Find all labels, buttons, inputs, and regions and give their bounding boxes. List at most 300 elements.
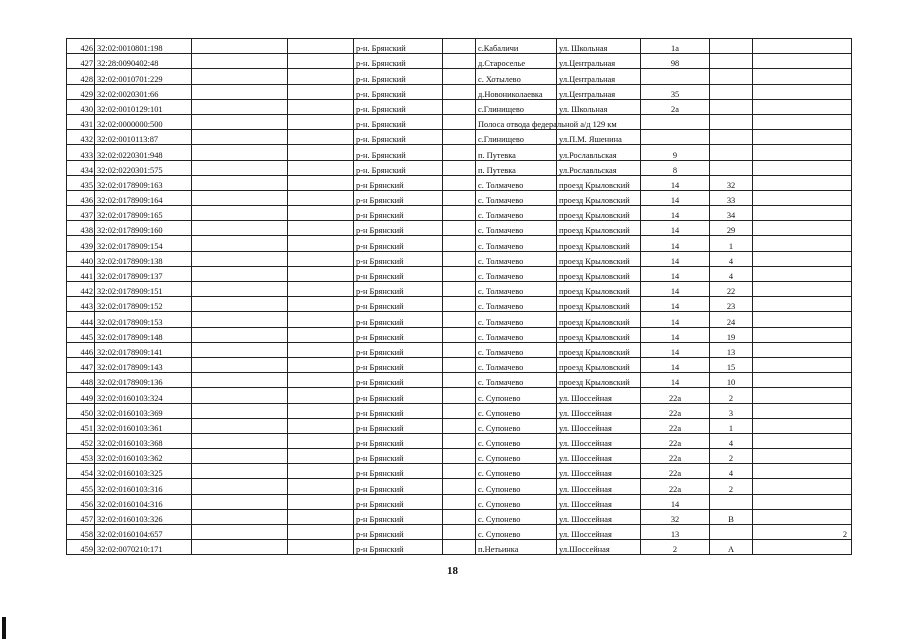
empty-col-c-cell <box>443 206 476 221</box>
empty-col-a-cell <box>192 509 288 524</box>
table-row <box>67 525 852 540</box>
cadastral-number-cell: 32:02:0160104:657 <box>95 525 192 540</box>
unit-number-cell: 1 <box>710 418 753 433</box>
empty-col-a-cell <box>192 388 288 403</box>
empty-col-b-cell <box>288 312 354 327</box>
street-cell: ул.Центральная <box>557 54 641 69</box>
empty-col-a-cell <box>192 160 288 175</box>
empty-col-a-cell <box>192 312 288 327</box>
extra-value-cell <box>753 494 852 509</box>
extra-value-cell <box>753 145 852 160</box>
house-number-cell: 14 <box>641 221 710 236</box>
row-number-cell: 452 <box>67 433 95 448</box>
settlement-cell: с. Хотылево <box>476 69 557 84</box>
street-cell: проезд Крыловский <box>557 312 641 327</box>
empty-col-a-cell <box>192 130 288 145</box>
house-number-cell: 22а <box>641 433 710 448</box>
unit-number-cell <box>710 99 753 114</box>
cadastral-number-cell: 32:02:0178909:165 <box>95 206 192 221</box>
empty-col-b-cell <box>288 494 354 509</box>
house-number-cell: 14 <box>641 251 710 266</box>
row-number-cell: 458 <box>67 525 95 540</box>
empty-col-c-cell <box>443 403 476 418</box>
cadastral-number-cell: 32:02:0010801:198 <box>95 39 192 54</box>
street-cell: ул. Школьная <box>557 99 641 114</box>
extra-value-cell <box>753 114 852 129</box>
row-number-cell: 453 <box>67 449 95 464</box>
settlement-cell: с. Супонево <box>476 433 557 448</box>
margin-mark <box>2 617 6 639</box>
cadastral-number-cell: 32:02:0178909:148 <box>95 327 192 342</box>
district-cell: р-н Брянский <box>354 206 443 221</box>
empty-col-a-cell <box>192 297 288 312</box>
street-cell: проезд Крыловский <box>557 373 641 388</box>
unit-number-cell <box>710 494 753 509</box>
empty-col-b-cell <box>288 509 354 524</box>
table-row <box>67 418 852 433</box>
unit-number-cell: 32 <box>710 175 753 190</box>
cadastral-number-cell: 32:02:0178909:151 <box>95 282 192 297</box>
house-number-cell: 32 <box>641 509 710 524</box>
empty-col-c-cell <box>443 282 476 297</box>
empty-col-b-cell <box>288 433 354 448</box>
street-cell: проезд Крыловский <box>557 190 641 205</box>
street-cell: проезд Крыловский <box>557 221 641 236</box>
house-number-cell: 98 <box>641 54 710 69</box>
settlement-cell: с. Супонево <box>476 464 557 479</box>
district-cell: р-н. Брянский <box>354 99 443 114</box>
settlement-cell: с. Толмачево <box>476 190 557 205</box>
empty-col-a-cell <box>192 84 288 99</box>
extra-value-cell <box>753 206 852 221</box>
extra-value-cell <box>753 282 852 297</box>
district-cell: р-н Брянский <box>354 433 443 448</box>
extra-value-cell <box>753 84 852 99</box>
table-row <box>67 433 852 448</box>
table-row <box>67 160 852 175</box>
settlement-cell: с. Толмачево <box>476 266 557 281</box>
row-number-cell: 451 <box>67 418 95 433</box>
extra-value-cell <box>753 449 852 464</box>
row-number-cell: 443 <box>67 297 95 312</box>
unit-number-cell: 4 <box>710 433 753 448</box>
extra-value-cell <box>753 373 852 388</box>
street-cell: проезд Крыловский <box>557 236 641 251</box>
empty-col-a-cell <box>192 175 288 190</box>
table-row <box>67 357 852 372</box>
empty-col-a-cell <box>192 327 288 342</box>
empty-col-b-cell <box>288 449 354 464</box>
house-number-cell: 2 <box>641 540 710 555</box>
empty-col-b-cell <box>288 479 354 494</box>
empty-col-c-cell <box>443 388 476 403</box>
empty-col-a-cell <box>192 206 288 221</box>
cadastral-number-cell: 32:02:0178909:163 <box>95 175 192 190</box>
empty-col-c-cell <box>443 160 476 175</box>
empty-col-c-cell <box>443 99 476 114</box>
street-cell: проезд Крыловский <box>557 251 641 266</box>
unit-number-cell <box>710 84 753 99</box>
district-cell: р-н Брянский <box>354 373 443 388</box>
settlement-cell: с. Толмачево <box>476 175 557 190</box>
street-cell: ул. Шоссейная <box>557 509 641 524</box>
table-row <box>67 251 852 266</box>
cadastral-number-cell: 32:02:0220301:948 <box>95 145 192 160</box>
unit-number-cell: 2 <box>710 449 753 464</box>
unit-number-cell <box>710 114 753 129</box>
extra-value-cell <box>753 479 852 494</box>
empty-col-b-cell <box>288 266 354 281</box>
empty-col-c-cell <box>443 540 476 555</box>
row-number-cell: 445 <box>67 327 95 342</box>
empty-col-a-cell <box>192 99 288 114</box>
empty-col-b-cell <box>288 145 354 160</box>
table-row <box>67 39 852 54</box>
street-cell: ул.Центральная <box>557 69 641 84</box>
district-cell: р-н Брянский <box>354 540 443 555</box>
street-cell: ул. Шоссейная <box>557 525 641 540</box>
extra-value-cell <box>753 130 852 145</box>
street-cell: проезд Крыловский <box>557 297 641 312</box>
table-row <box>67 175 852 190</box>
house-number-cell: 14 <box>641 236 710 251</box>
house-number-cell: 14 <box>641 357 710 372</box>
settlement-cell: с. Супонево <box>476 509 557 524</box>
cadastral-number-cell: 32:02:0178909:153 <box>95 312 192 327</box>
unit-number-cell: 10 <box>710 373 753 388</box>
extra-value-cell <box>753 266 852 281</box>
empty-col-a-cell <box>192 540 288 555</box>
settlement-cell: д.Новониколаевка <box>476 84 557 99</box>
page-number: 18 <box>447 565 458 577</box>
empty-col-b-cell <box>288 99 354 114</box>
extra-value-cell <box>753 160 852 175</box>
empty-col-c-cell <box>443 54 476 69</box>
street-cell: проезд Крыловский <box>557 206 641 221</box>
empty-col-b-cell <box>288 342 354 357</box>
settlement-cell: с. Толмачево <box>476 251 557 266</box>
table-row <box>67 509 852 524</box>
district-cell: р-н Брянский <box>354 509 443 524</box>
settlement-cell: с. Толмачево <box>476 312 557 327</box>
empty-col-a-cell <box>192 342 288 357</box>
empty-col-b-cell <box>288 39 354 54</box>
empty-col-c-cell <box>443 236 476 251</box>
house-number-cell <box>641 114 710 129</box>
empty-col-a-cell <box>192 525 288 540</box>
table-row <box>67 221 852 236</box>
table-row <box>67 145 852 160</box>
house-number-cell: 14 <box>641 266 710 281</box>
empty-col-c-cell <box>443 251 476 266</box>
district-cell: р-н Брянский <box>354 418 443 433</box>
empty-col-b-cell <box>288 418 354 433</box>
empty-col-b-cell <box>288 327 354 342</box>
empty-col-c-cell <box>443 342 476 357</box>
extra-value-cell <box>753 175 852 190</box>
empty-col-c-cell <box>443 509 476 524</box>
district-cell: р-н Брянский <box>354 175 443 190</box>
street-cell: ул. Шоссейная <box>557 449 641 464</box>
empty-col-c-cell <box>443 312 476 327</box>
row-number-cell: 455 <box>67 479 95 494</box>
settlement-cell: с. Супонево <box>476 525 557 540</box>
unit-number-cell: 2 <box>710 479 753 494</box>
district-cell: р-н Брянский <box>354 525 443 540</box>
settlement-cell: с. Толмачево <box>476 206 557 221</box>
empty-col-c-cell <box>443 84 476 99</box>
empty-col-c-cell <box>443 433 476 448</box>
extra-value-cell <box>753 69 852 84</box>
settlement-cell: с. Толмачево <box>476 221 557 236</box>
house-number-cell: 22а <box>641 449 710 464</box>
row-number-cell: 442 <box>67 282 95 297</box>
row-number-cell: 426 <box>67 39 95 54</box>
row-number-cell: 432 <box>67 130 95 145</box>
empty-col-c-cell <box>443 145 476 160</box>
row-number-cell: 431 <box>67 114 95 129</box>
table-row <box>67 449 852 464</box>
street-cell: проезд Крыловский <box>557 327 641 342</box>
settlement-cell: с. Толмачево <box>476 327 557 342</box>
empty-col-b-cell <box>288 190 354 205</box>
empty-col-b-cell <box>288 175 354 190</box>
house-number-cell: 14 <box>641 342 710 357</box>
district-cell: р-н Брянский <box>354 327 443 342</box>
extra-value-cell <box>753 190 852 205</box>
empty-col-b-cell <box>288 297 354 312</box>
cadastral-number-cell: 32:02:0020301:66 <box>95 84 192 99</box>
district-cell: р-н Брянский <box>354 342 443 357</box>
settlement-cell: с. Толмачево <box>476 297 557 312</box>
house-number-cell: 14 <box>641 297 710 312</box>
empty-col-c-cell <box>443 266 476 281</box>
unit-number-cell: А <box>710 540 753 555</box>
row-number-cell: 439 <box>67 236 95 251</box>
house-number-cell: 22а <box>641 388 710 403</box>
street-cell: проезд Крыловский <box>557 282 641 297</box>
row-number-cell: 428 <box>67 69 95 84</box>
table-row <box>67 84 852 99</box>
cadastral-number-cell: 32:02:0160103:361 <box>95 418 192 433</box>
unit-number-cell: 4 <box>710 251 753 266</box>
district-cell: р-н Брянский <box>354 449 443 464</box>
extra-value-cell <box>753 403 852 418</box>
table-row <box>67 388 852 403</box>
empty-col-a-cell <box>192 449 288 464</box>
settlement-cell: с.Глинищево <box>476 99 557 114</box>
house-number-cell: 14 <box>641 312 710 327</box>
district-cell: р-н. Брянский <box>354 145 443 160</box>
empty-col-b-cell <box>288 160 354 175</box>
street-cell: ул. Шоссейная <box>557 479 641 494</box>
table-row <box>67 99 852 114</box>
cadastral-number-cell: 32:02:0178909:143 <box>95 357 192 372</box>
cadastral-number-cell: 32:02:0178909:154 <box>95 236 192 251</box>
district-cell: р-н Брянский <box>354 388 443 403</box>
empty-col-b-cell <box>288 388 354 403</box>
settlement-cell: Полоса отвода федеральной а/д 129 км <box>476 114 557 129</box>
row-number-cell: 440 <box>67 251 95 266</box>
empty-col-c-cell <box>443 39 476 54</box>
unit-number-cell: 22 <box>710 282 753 297</box>
street-cell: ул.Рославльская <box>557 160 641 175</box>
empty-col-c-cell <box>443 327 476 342</box>
table-row <box>67 206 852 221</box>
empty-col-a-cell <box>192 418 288 433</box>
empty-col-b-cell <box>288 251 354 266</box>
empty-col-a-cell <box>192 145 288 160</box>
empty-col-a-cell <box>192 114 288 129</box>
empty-col-c-cell <box>443 479 476 494</box>
extra-value-cell <box>753 251 852 266</box>
street-cell: ул.П.М. Яшенина <box>557 130 641 145</box>
cadastral-number-cell: 32:02:0178909:136 <box>95 373 192 388</box>
empty-col-a-cell <box>192 494 288 509</box>
empty-col-c-cell <box>443 464 476 479</box>
row-number-cell: 437 <box>67 206 95 221</box>
unit-number-cell <box>710 130 753 145</box>
district-cell: р-н Брянский <box>354 312 443 327</box>
row-number-cell: 459 <box>67 540 95 555</box>
row-number-cell: 450 <box>67 403 95 418</box>
district-cell: р-н Брянский <box>354 236 443 251</box>
empty-col-b-cell <box>288 373 354 388</box>
empty-col-a-cell <box>192 236 288 251</box>
unit-number-cell <box>710 39 753 54</box>
row-number-cell: 446 <box>67 342 95 357</box>
settlement-cell: с.Глинищево <box>476 130 557 145</box>
cadastral-number-cell: 32:02:0178909:138 <box>95 251 192 266</box>
district-cell: р-н. Брянский <box>354 39 443 54</box>
cadastral-number-cell: 32:02:0178909:164 <box>95 190 192 205</box>
row-number-cell: 444 <box>67 312 95 327</box>
row-number-cell: 441 <box>67 266 95 281</box>
district-cell: р-н. Брянский <box>354 84 443 99</box>
row-number-cell: 438 <box>67 221 95 236</box>
empty-col-a-cell <box>192 190 288 205</box>
table-row <box>67 494 852 509</box>
row-number-cell: 449 <box>67 388 95 403</box>
house-number-cell: 22а <box>641 479 710 494</box>
house-number-cell: 14 <box>641 494 710 509</box>
district-cell: р-н Брянский <box>354 297 443 312</box>
extra-value-cell <box>753 312 852 327</box>
empty-col-c-cell <box>443 114 476 129</box>
empty-col-a-cell <box>192 221 288 236</box>
street-cell: ул. Шоссейная <box>557 418 641 433</box>
property-register-table <box>66 38 852 555</box>
empty-col-a-cell <box>192 266 288 281</box>
cadastral-number-cell: 32:02:0160103:324 <box>95 388 192 403</box>
cadastral-number-cell: 32:02:0160103:316 <box>95 479 192 494</box>
extra-value-cell <box>753 540 852 555</box>
district-cell: р-н Брянский <box>354 266 443 281</box>
empty-col-c-cell <box>443 221 476 236</box>
extra-value-cell <box>753 327 852 342</box>
table-row <box>67 327 852 342</box>
unit-number-cell <box>710 54 753 69</box>
house-number-cell <box>641 130 710 145</box>
table-row <box>67 54 852 69</box>
empty-col-a-cell <box>192 39 288 54</box>
unit-number-cell <box>710 525 753 540</box>
street-cell: проезд Крыловский <box>557 175 641 190</box>
district-cell: р-н Брянский <box>354 357 443 372</box>
row-number-cell: 434 <box>67 160 95 175</box>
cadastral-number-cell: 32:28:0090402:48 <box>95 54 192 69</box>
empty-col-c-cell <box>443 297 476 312</box>
empty-col-a-cell <box>192 373 288 388</box>
unit-number-cell: 2 <box>710 388 753 403</box>
house-number-cell: 8 <box>641 160 710 175</box>
empty-col-a-cell <box>192 282 288 297</box>
empty-col-b-cell <box>288 54 354 69</box>
cadastral-number-cell: 32:02:0070210:171 <box>95 540 192 555</box>
house-number-cell: 2а <box>641 99 710 114</box>
settlement-cell: с. Толмачево <box>476 342 557 357</box>
extra-value-cell <box>753 464 852 479</box>
street-cell: ул. Шоссейная <box>557 388 641 403</box>
extra-value-cell <box>753 342 852 357</box>
empty-col-b-cell <box>288 282 354 297</box>
cadastral-number-cell: 32:02:0160103:325 <box>95 464 192 479</box>
row-number-cell: 435 <box>67 175 95 190</box>
extra-value-cell <box>753 418 852 433</box>
house-number-cell <box>641 69 710 84</box>
empty-col-b-cell <box>288 130 354 145</box>
settlement-cell: с. Супонево <box>476 403 557 418</box>
cadastral-number-cell: 32:02:0178909:160 <box>95 221 192 236</box>
extra-value-cell <box>753 433 852 448</box>
street-cell: ул. Шоссейная <box>557 464 641 479</box>
empty-col-c-cell <box>443 373 476 388</box>
row-number-cell: 454 <box>67 464 95 479</box>
row-number-cell: 456 <box>67 494 95 509</box>
empty-col-c-cell <box>443 418 476 433</box>
unit-number-cell: 4 <box>710 464 753 479</box>
unit-number-cell: 29 <box>710 221 753 236</box>
cadastral-number-cell: 32:02:0160103:362 <box>95 449 192 464</box>
table-row <box>67 130 852 145</box>
settlement-cell: п. Путевка <box>476 160 557 175</box>
empty-col-a-cell <box>192 403 288 418</box>
house-number-cell: 14 <box>641 373 710 388</box>
table-row <box>67 236 852 251</box>
cadastral-number-cell: 32:02:0178909:137 <box>95 266 192 281</box>
district-cell: р-н Брянский <box>354 494 443 509</box>
settlement-cell: с. Супонево <box>476 449 557 464</box>
settlement-cell: с. Супонево <box>476 388 557 403</box>
row-number-cell: 448 <box>67 373 95 388</box>
table-row <box>67 297 852 312</box>
extra-value-cell <box>753 509 852 524</box>
cadastral-number-cell: 32:02:0160103:368 <box>95 433 192 448</box>
table-row <box>67 190 852 205</box>
table-row <box>67 479 852 494</box>
district-cell: р-н Брянский <box>354 221 443 236</box>
extra-value-cell <box>753 221 852 236</box>
empty-col-a-cell <box>192 251 288 266</box>
row-number-cell: 430 <box>67 99 95 114</box>
house-number-cell: 35 <box>641 84 710 99</box>
settlement-cell: с. Супонево <box>476 479 557 494</box>
row-number-cell: 436 <box>67 190 95 205</box>
empty-col-b-cell <box>288 84 354 99</box>
house-number-cell: 22а <box>641 403 710 418</box>
district-cell: р-н. Брянский <box>354 69 443 84</box>
empty-col-c-cell <box>443 130 476 145</box>
